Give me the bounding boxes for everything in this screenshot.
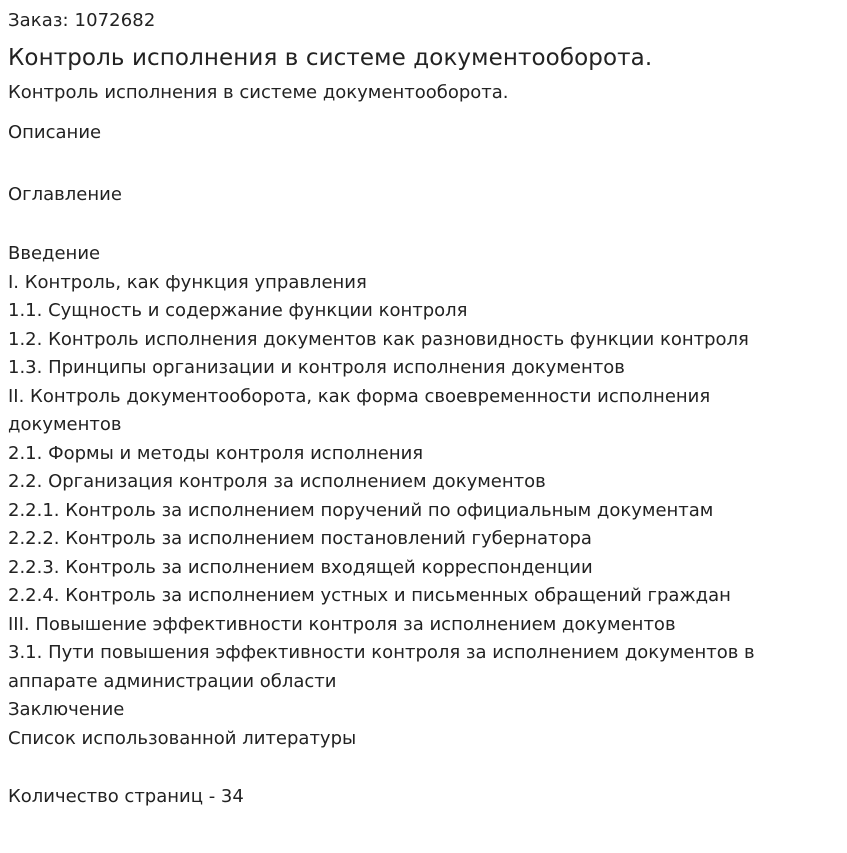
toc-item: 2.2.4. Контроль за исполнением устных и письменных обращений граждан	[8, 585, 731, 606]
toc-item: Заключение	[8, 699, 125, 720]
toc-item: 1.1. Сущность и содержание функции контроля	[8, 300, 468, 321]
toc-item: III. Повышение эффективности контроля за исполнением документов	[8, 613, 676, 635]
toc-item: I. Контроль, как функция управления	[8, 271, 367, 293]
toc-item: 2.2. Организация контроля за исполнением документов	[8, 471, 546, 492]
toc-item: 3.1. Пути повышения эффективности контроля за исполнением документов в аппарате администрации области	[8, 642, 755, 692]
toc-item: 2.2.3. Контроль за исполнением входящей корреспонденции	[8, 556, 593, 578]
order-number: Заказ: 1072682	[8, 10, 156, 31]
toc-item: 2.2.2. Контроль за исполнением постановлений губернатора	[8, 528, 592, 549]
toc-item: Список использованной литературы	[8, 727, 357, 749]
document-title: Контроль исполнения в системе документооборота.	[8, 45, 653, 71]
description-label: Описание	[8, 122, 102, 143]
toc-item: II. Контроль документооборота, как форма своевременности исполнения документов	[8, 385, 711, 435]
page-count: Количество страниц - 34	[8, 786, 244, 807]
toc-item: Введение	[8, 243, 101, 264]
toc-item: 2.2.1. Контроль за исполнением поручений по официальным документам	[8, 499, 714, 521]
toc-item: 1.3. Принципы организации и контроля исполнения документов	[8, 357, 625, 378]
toc-item: 2.1. Формы и методы контроля исполнения	[8, 442, 424, 464]
table-of-contents	[8, 240, 808, 753]
toc-item: 1.2. Контроль исполнения документов как разновидность функции контроля	[8, 328, 749, 350]
document-subtitle: Контроль исполнения в системе документооборота.	[8, 82, 509, 103]
table-of-contents-label: Оглавление	[8, 184, 122, 205]
